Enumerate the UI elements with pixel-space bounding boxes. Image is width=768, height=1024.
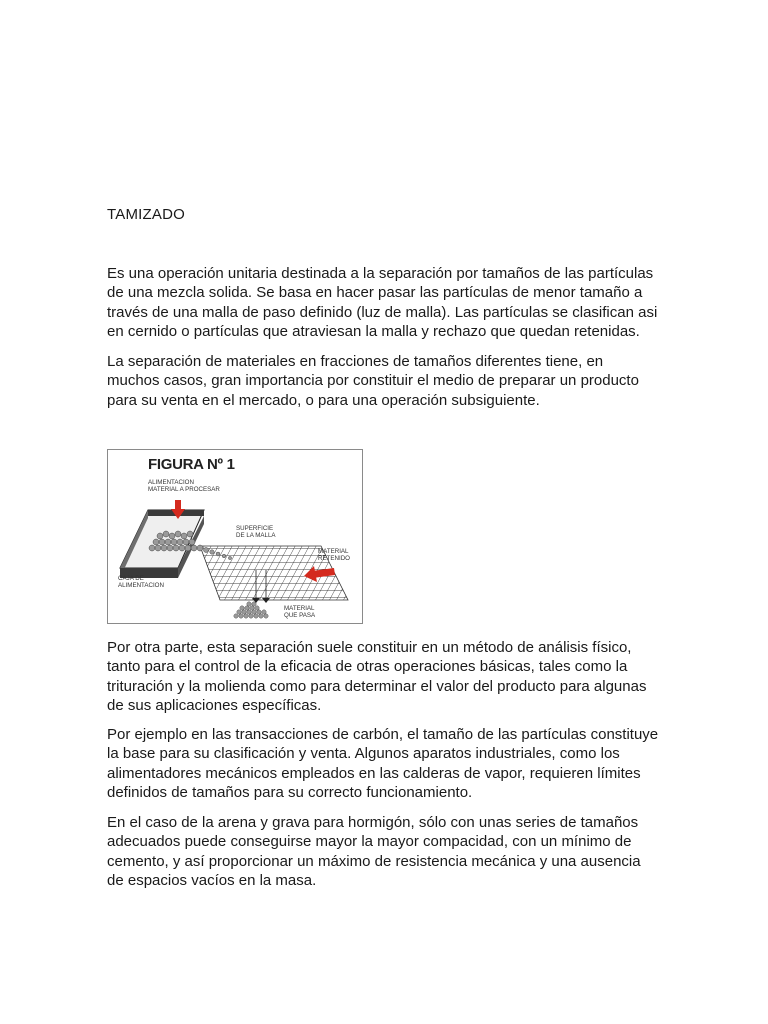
paragraph-line: En el caso de la arena y grava para hormigón, sólo con unas series de tamaños (107, 814, 639, 831)
paragraph-line: alimentadores mecánicos empleados en las calderas de vapor, requieren límites (107, 764, 641, 782)
paragraph-line: La separación de materiales en fracciones de tamaños diferentes tiene, en (107, 353, 604, 370)
mesh-label (236, 525, 276, 539)
passing-label-line: MATERIAL (284, 605, 315, 612)
sieve-figure (107, 449, 363, 624)
retained-label-line: RETENIDO (318, 555, 350, 562)
paragraph-line: Por ejemplo en las transacciones de carbón, el tamaño de las partículas constituye (107, 726, 659, 743)
document-heading: TAMIZADO (107, 206, 185, 223)
paragraph-line: de espacios vacíos en la masa. (107, 871, 317, 889)
feed-label-line: MATERIAL A PROCESAR (148, 486, 220, 493)
paragraph-line: Es una operación unitaria destinada a la separación por tamaños de las partículas (107, 265, 654, 282)
figure-title: FIGURA Nº 1 (148, 456, 235, 473)
paragraph-line: cemento, y así proporcionar un máximo de resistencia mecánica y una ausencia (107, 852, 641, 870)
paragraph-line: Por otra parte, esta separación suele constituir en un método de análisis físico, (107, 639, 632, 656)
mesh-label-line: SUPERFICIE (236, 525, 274, 532)
paragraph-line: de sus aplicaciones específicas. (107, 696, 322, 714)
feed-label (148, 479, 220, 493)
box-label-line: CAJA DE (118, 575, 144, 582)
paragraph-line: trituración y la molienda como para determinar el valor del producto para algunas (107, 677, 647, 695)
passing-pile (234, 602, 268, 618)
retained-label (318, 548, 350, 562)
feed-label-line: ALIMENTACION (148, 479, 194, 486)
mesh-label-line: DE LA MALLA (236, 532, 276, 539)
passing-label (284, 605, 315, 619)
paragraph-line: tanto para el control de la eficacia de otras operaciones básicas, tales como la (107, 658, 628, 676)
paragraph-line: definidos de tamaños para su correcto funcionamiento. (107, 783, 473, 801)
paragraph-line: través de una malla de paso definido (luz de malla). Las partículas se clasifican asi (107, 303, 658, 321)
retained-label-line: MATERIAL (318, 548, 349, 555)
paragraph-line: adecuados puede conseguirse mayor la mayor compacidad, con un mínimo de (107, 833, 632, 851)
paragraph-2 (107, 352, 667, 410)
paragraph-line: para su venta en el mercado, o para una operación subsiguiente. (107, 391, 540, 409)
paragraph-4 (107, 725, 667, 802)
paragraph-3 (107, 638, 667, 715)
paragraph-line: de una mezcla solida. Se basa en hacer pasar las partículas de menor tamaño a (107, 284, 643, 302)
paragraph-1 (107, 264, 667, 341)
paragraph-5 (107, 813, 667, 890)
paragraph-line: la base para su clasificación y venta. Algunos aparatos industriales, como los (107, 745, 620, 763)
paragraph-line: muchos casos, gran importancia por constituir el medio de preparar un producto (107, 372, 639, 390)
box-label-line: ALIMENTACION (118, 582, 164, 589)
passing-label-line: QUE PASA (284, 612, 316, 619)
paragraph-line: en cernido o partículas que atraviesan la malla y rechazo que quedan retenidas. (107, 322, 640, 340)
box-label (118, 575, 164, 589)
